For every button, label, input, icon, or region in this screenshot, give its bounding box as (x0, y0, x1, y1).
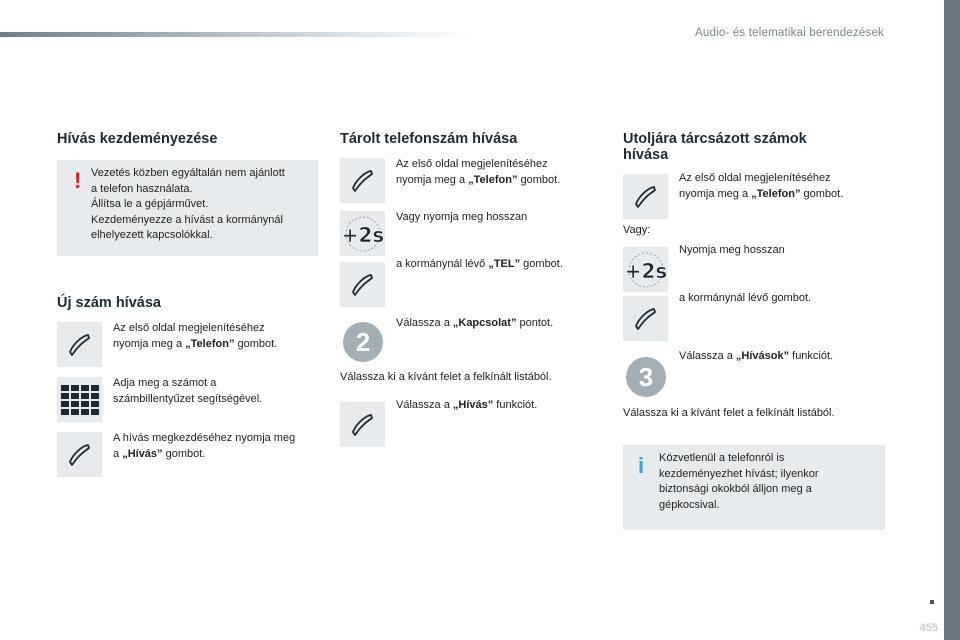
stored-step6-text: Válassza a „Hívás” funkciót. (396, 399, 538, 411)
phone-icon (623, 296, 668, 341)
long-press-label: +2s (624, 259, 668, 283)
warning-text: Vezetés közben egyáltalán nem ajánlott a telefon használata. Állítsa le a gépjárművet. Kezdeményezze a hívást a kormánynál elhelyezett kapcsolókkal. (91, 167, 285, 241)
last-dialed-step4-text: Válassza a „Hívások” funkciót. (679, 350, 834, 362)
phone-button-icon[interactable] (623, 174, 668, 219)
phone-icon (57, 432, 102, 477)
keypad-button-icon[interactable] (57, 377, 102, 422)
info-icon: i (638, 453, 645, 478)
last-dialed-step3-text: a kormánynál lévő gombot. (679, 292, 812, 304)
last-dialed-step2-text: Nyomja meg hosszan (679, 244, 785, 256)
phone-icon (340, 402, 385, 447)
phone-icon (340, 158, 385, 203)
warning-box (57, 160, 318, 256)
heading-call-initiation: Hívás kezdeményezése (57, 131, 218, 147)
long-press-icon (623, 247, 668, 292)
call-button-icon[interactable] (340, 402, 385, 447)
page-number: 455 (919, 622, 938, 634)
stored-step2-text: Vagy nyomja meg hosszan (396, 211, 528, 223)
info-box (623, 445, 885, 530)
header-bar (0, 32, 470, 37)
long-press-label: +2s (341, 223, 385, 247)
last-dialed-step1-text: Az első oldal megjelenítéséhez nyomja meg a „Telefon” gombot. (679, 172, 844, 200)
phone-icon (57, 322, 102, 367)
last-dialed-step5-text: Válassza ki a kívánt felet a felkínált listából. (623, 407, 835, 419)
timer-icon (623, 247, 668, 292)
info-text: Közvetlenül a telefonról is kezdeményezhet hívást; ilyenkor biztonsági okokból álljon meg a gépkocsival. (659, 452, 819, 511)
stored-step5-text: Válassza ki a kívánt felet a felkínált listából. (340, 371, 552, 383)
heading-stored-number: Tárolt telefonszám hívása (340, 131, 518, 147)
tel-button-icon[interactable] (623, 296, 668, 341)
call-button-icon[interactable] (57, 432, 102, 477)
stored-step1-text: Az első oldal megjelenítéséhez nyomja meg a „Telefon” gombot. (396, 158, 561, 186)
heading-last-dialed: Utoljára tárcsázott számok hívása (623, 131, 807, 163)
phone-button-icon[interactable] (57, 322, 102, 367)
or-label: Vagy: (623, 224, 651, 236)
phone-icon (340, 262, 385, 307)
tel-button-icon[interactable] (340, 262, 385, 307)
heading-new-number: Új szám hívása (57, 295, 161, 311)
section-title: Audio- és telematikai berendezések (695, 27, 884, 39)
keypad-icon (57, 377, 102, 422)
new-number-step3-text: A hívás megkezdéséhez nyomja meg a „Hívás” gombot. (113, 432, 296, 460)
new-number-step1-text: Az első oldal megjelenítéséhez nyomja meg a „Telefon” gombot. (113, 322, 278, 350)
step-number-badge: 3 (626, 357, 666, 397)
phone-button-icon[interactable] (340, 158, 385, 203)
page-marker (930, 600, 934, 604)
warning-icon: ! (74, 168, 82, 193)
long-press-icon (340, 211, 385, 256)
side-tab (944, 0, 960, 640)
step-number-badge: 2 (343, 322, 383, 362)
timer-icon (340, 211, 385, 256)
stored-step3-text: a kormánynál lévő „TEL” gombot. (396, 258, 563, 270)
stored-step4-text: Válassza a „Kapcsolat” pontot. (396, 317, 554, 329)
phone-icon (623, 174, 668, 219)
new-number-step2-text: Adja meg a számot a számbillentyűzet segítségével. (113, 377, 263, 405)
